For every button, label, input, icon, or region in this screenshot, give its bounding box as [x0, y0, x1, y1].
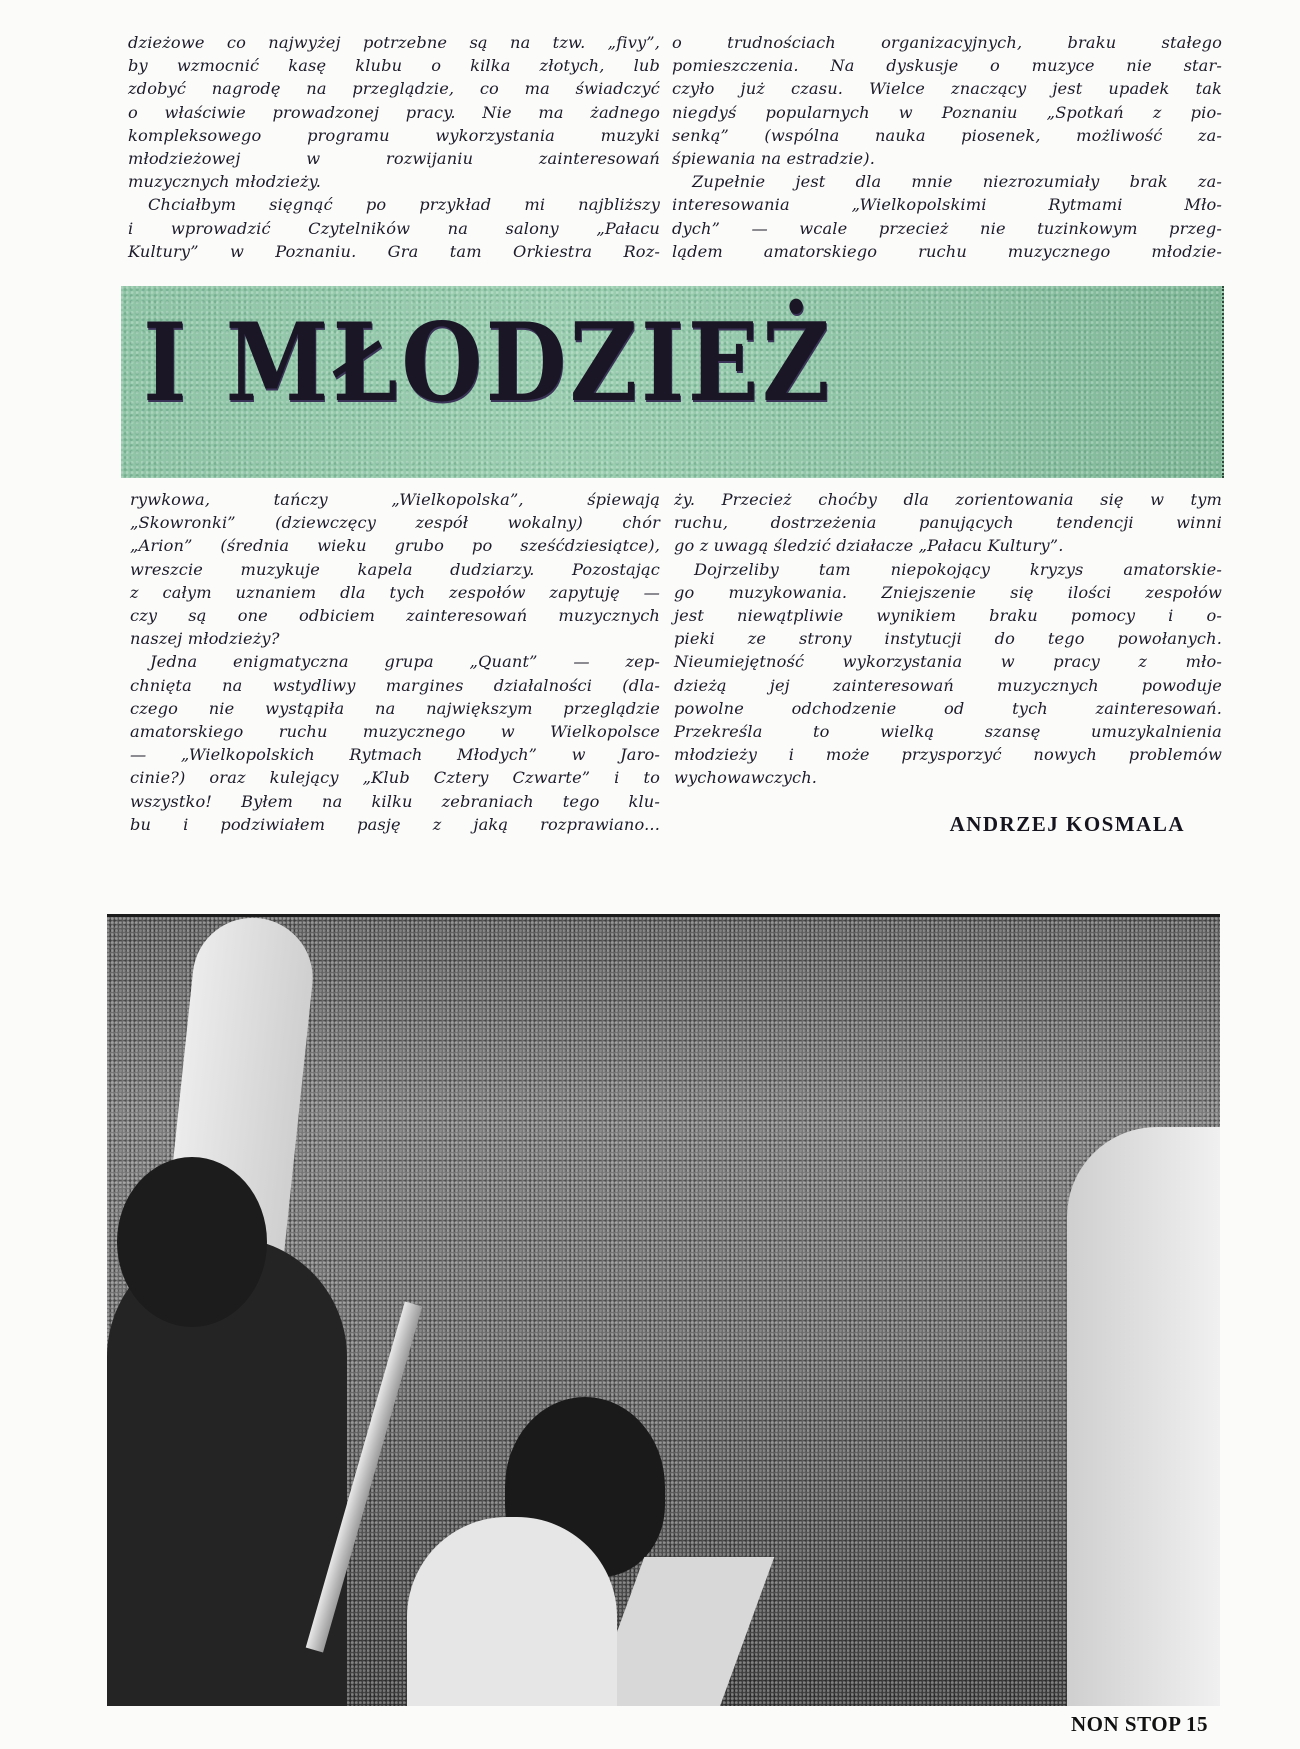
article-line: amatorskiego ruchu muzycznego w Wielkopolsce — [130, 722, 660, 742]
article-line: muzycznych młodzieży. — [128, 172, 322, 192]
article-line: dych” — wcale przecież nie tuzinkowym przeg- — [672, 218, 1222, 238]
article-line: „Arion” (średnia wieku grubo po sześćdziesiątce), — [130, 536, 660, 556]
article-line: młodzieży i może przysporzyć nowych problemów — [674, 745, 1222, 765]
article-line: dzieżowe co najwyżej potrzebne są na tzw. „fivy”, — [128, 33, 660, 52]
article-line: interesowania „Wielkopolskimi Rytmami Mło- — [672, 195, 1222, 215]
article-line: Nieumiejętność wykorzystania w pracy z mło- — [674, 652, 1222, 672]
article-line: czyło już czasu. Wielce znaczący jest upadek tak — [672, 79, 1222, 99]
article-line: pomieszczenia. Na dyskusje o muzyce nie star- — [672, 56, 1222, 76]
article-line: Jedna enigmatyczna grupa „Quant” — zep- — [150, 652, 660, 672]
article-line: Zupełnie jest dla mnie niezrozumiały brak za- — [692, 172, 1222, 192]
article-line: rywkowa, tańczy „Wielkopolska”, śpiewają — [130, 490, 660, 509]
article-line: cinie?) oraz kulejący „Klub Cztery Czwarte” i to — [130, 768, 660, 788]
article-line: ruchu, dostrzeżenia panujących tendencji winni — [674, 513, 1222, 533]
article-line: i wprowadzić Czytelników na salony „Pałacu — [128, 218, 660, 238]
front-person-shape — [407, 1517, 617, 1706]
article-column-bottom-left — [130, 488, 660, 836]
article-line: niegdyś popularnych w Poznaniu „Spotkań z pio- — [672, 102, 1222, 122]
article-line: kompleksowego programu wykorzystania muzyki — [128, 125, 660, 145]
article-line: go z uwagą śledzić działacze „Pałacu Kultury”. — [674, 536, 1064, 556]
article-line: go muzykowania. Zniejszenie się ilości zespołów — [674, 582, 1222, 602]
musician-head-shape — [117, 1157, 267, 1327]
pennant-flag-shape — [590, 1557, 775, 1706]
article-line: śpiewania na estradzie). — [672, 149, 876, 169]
article-column-bottom-right — [674, 488, 1222, 790]
article-line: wszystko! Byłem na kilku zebraniach tego klu- — [130, 791, 660, 811]
article-line: Przekreśla to wielką szansę umuzykalnienia — [674, 722, 1222, 742]
article-line: czy są one odbiciem zainteresowań muzycznych — [130, 606, 660, 626]
article-line: by wzmocnić kasę klubu o kilka złotych, lub — [128, 56, 660, 76]
article-line: młodzieżowej w rozwijaniu zainteresowań — [128, 149, 660, 169]
headline-banner — [121, 286, 1224, 478]
article-line: wychowawczych. — [674, 768, 818, 788]
headline-title: I MŁODZIEŻ — [143, 300, 834, 426]
article-line: o trudnościach organizacyjnych, braku stałego — [672, 33, 1222, 52]
article-line: chnięta na wstydliwy margines działalności (dla- — [130, 675, 660, 695]
article-line: naszej młodzieży? — [130, 629, 280, 649]
concert-crowd-photo — [107, 914, 1220, 1706]
article-line: z całym uznaniem dla tych zespołów zapytuję — — [130, 582, 660, 602]
article-line: ży. Przecież choćby dla zorientowania się w tym — [674, 490, 1222, 509]
article-line: powolne odchodzenie od tych zainteresowań. — [674, 698, 1222, 718]
article-line: Kultury” w Poznaniu. Gra tam Orkiestra Roz- — [128, 241, 660, 261]
article-line: pieki ze strony instytucji do tego powołanych. — [674, 629, 1222, 649]
article-line: Chciałbym sięgnąć po przykład mi najbliższy — [148, 195, 660, 215]
article-column-top-left — [128, 31, 660, 263]
right-figure-shape — [1067, 1127, 1220, 1706]
author-byline: ANDRZEJ KOSMALA — [949, 812, 1185, 836]
article-line: „Skowronki” (dziewczęcy zespół wokalny) chór — [130, 513, 660, 533]
article-column-top-right — [672, 31, 1222, 263]
article-line: lądem amatorskiego ruchu muzycznego młodzie- — [672, 241, 1222, 261]
article-line: jest niewątpliwie wynikiem braku pomocy i o- — [674, 606, 1222, 626]
article-line: Dojrzeliby tam niepokojący kryzys amatorskie- — [694, 559, 1222, 579]
article-line: bu i podziwiałem pasję z jaką rozprawiano... — [130, 814, 660, 834]
article-line: dzieżą jej zainteresowań muzycznych powoduje — [674, 675, 1222, 695]
article-line: — „Wielkopolskich Rytmach Młodych” w Jaro- — [130, 745, 660, 765]
article-line: zdobyć nagrodę na przeglądzie, co ma świadczyć — [128, 79, 660, 99]
page-footer: NON STOP 15 — [1071, 1712, 1208, 1736]
article-line: senką” (wspólna nauka piosenek, możliwość za- — [672, 125, 1222, 145]
article-line: wreszcie muzykuje kapela dudziarzy. Pozostając — [130, 559, 660, 579]
article-line: o właściwie prowadzonej pracy. Nie ma żadnego — [128, 102, 660, 122]
article-line: czego nie wystąpiła na największym przeglądzie — [130, 698, 660, 718]
